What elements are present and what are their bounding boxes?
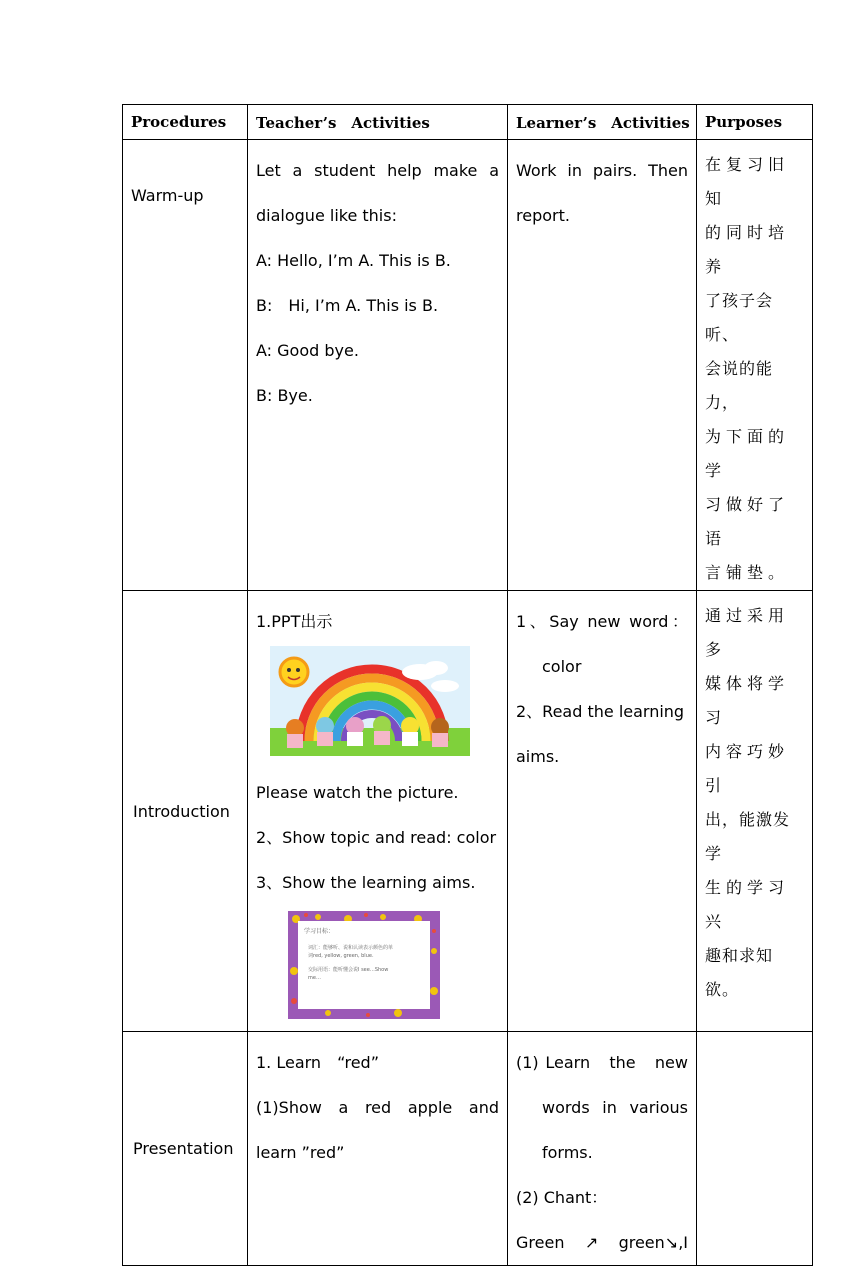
header-teacher-activities: Teacher’s Activities — [248, 105, 508, 140]
purpose-line: 生的学习兴 — [705, 878, 790, 931]
learner-line: Work in pairs. Then — [516, 161, 688, 180]
purpose-line: 通过采用多 — [705, 606, 790, 659]
header-row — [123, 105, 813, 140]
header-procedures: Procedures — [123, 105, 248, 140]
learner-line: 2、Read the learning — [516, 702, 685, 721]
purpose-line: 媒体将学习 — [705, 674, 790, 727]
slide-line: 词red, yellow, green, blue. — [308, 953, 374, 959]
presentation-teacher-cell — [248, 1032, 508, 1266]
learner-line: forms. — [542, 1143, 593, 1162]
teacher-line: 1. Learn “red” — [256, 1053, 380, 1072]
learning-aims-slide — [288, 911, 440, 1019]
warmup-learner-cell — [508, 140, 697, 591]
teacher-line: B: Bye. — [256, 386, 313, 405]
rainbow-picture — [270, 646, 470, 756]
teacher-line: 3、Show the learning aims. — [256, 873, 476, 892]
slide-line: 交际用语：能听懂会说I see…Show — [308, 967, 389, 973]
learner-line: 1、Say new word： — [516, 612, 688, 631]
learner-line: words in various — [542, 1098, 688, 1117]
introduction-teacher-cell — [248, 591, 508, 1032]
purpose-line: 出，能激发学 — [705, 810, 791, 863]
warmup-teacher-cell — [248, 140, 508, 591]
introduction-row — [123, 591, 813, 1032]
presentation-label: Presentation — [133, 1139, 234, 1158]
presentation-purpose-cell — [697, 1032, 813, 1266]
teacher-line: Please watch the picture. — [256, 783, 459, 802]
slide-title: 学习目标： — [304, 928, 335, 935]
purpose-line: 言铺垫。 — [705, 563, 790, 582]
teacher-line: 1.PPT出示 — [256, 612, 333, 631]
presentation-procedure — [123, 1032, 248, 1266]
learner-line: Green ↗ green↘,I — [516, 1233, 688, 1252]
teacher-line: A: Hello, I’m A. This is B. — [256, 251, 451, 270]
teacher-line: B: Hi, I’m A. This is B. — [256, 296, 439, 315]
purpose-line: 内容巧妙引 — [705, 742, 790, 795]
introduction-label: Introduction — [133, 801, 230, 821]
warmup-procedure — [123, 140, 248, 591]
warmup-row — [123, 140, 813, 591]
purpose-line: 习做好了语 — [705, 495, 790, 548]
warmup-label: Warm-up — [131, 186, 204, 205]
purpose-line: 为下面的学 — [705, 427, 790, 480]
header-learner-activities: Learner’s Activities — [508, 105, 697, 140]
purpose-line: 在复习旧知 — [705, 155, 790, 208]
introduction-procedure — [123, 591, 248, 1032]
header-purposes: Purposes — [697, 105, 813, 140]
teacher-line: learn ”red” — [256, 1143, 345, 1162]
teacher-line: Let a student help make a — [256, 161, 499, 180]
teacher-line: A: Good bye. — [256, 341, 359, 360]
slide-line: 词汇：能够听、说和认读表示颜色的单 — [308, 945, 394, 951]
purpose-line: 了孩子会听、 — [705, 291, 774, 344]
teacher-line: 2、Show topic and read: color — [256, 828, 497, 847]
purpose-line: 的同时培养 — [705, 223, 790, 276]
presentation-learner-cell — [508, 1032, 697, 1266]
learner-line: color — [542, 657, 582, 676]
introduction-learner-cell — [508, 591, 697, 1032]
teacher-line: dialogue like this: — [256, 206, 397, 225]
learner-line: aims. — [516, 747, 560, 766]
warmup-purpose-cell — [697, 140, 813, 591]
learner-line: report. — [516, 206, 570, 225]
teacher-line: (1)Show a red apple and — [256, 1098, 499, 1117]
slide-line: me… — [308, 975, 321, 981]
learner-line: (1) Learn the new — [516, 1053, 688, 1072]
purpose-line: 会说的能力， — [705, 359, 774, 412]
presentation-row — [123, 1032, 813, 1266]
purpose-line: 趣和求知欲。 — [705, 946, 774, 999]
lesson-plan-table — [122, 104, 813, 1266]
learner-line: (2) Chant： — [516, 1188, 608, 1207]
introduction-purpose-cell — [697, 591, 813, 1032]
